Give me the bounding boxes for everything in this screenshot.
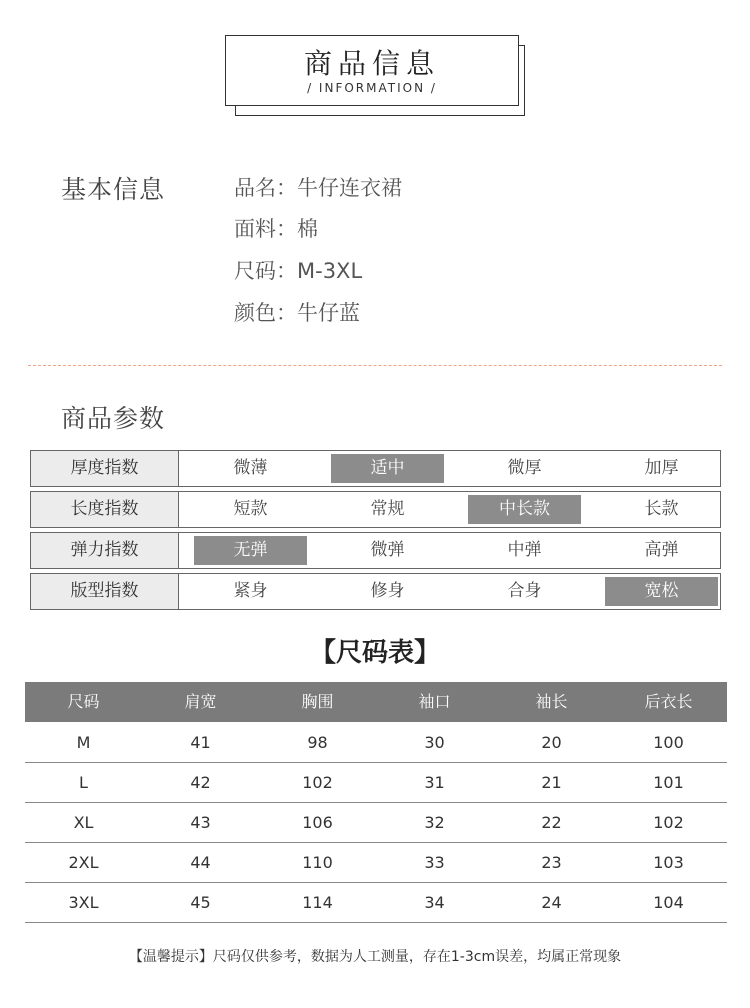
param-row-length [30, 491, 721, 528]
info-name: 品名：牛仔连衣裙 [234, 176, 402, 200]
info-size: 尺码：M-3XL [234, 259, 363, 283]
param-option-selected: 中长款 [468, 495, 581, 524]
param-row-elasticity [30, 532, 721, 569]
table-cell: 44 [190, 853, 211, 872]
table-cell: 41 [190, 733, 211, 752]
table-cell: 102 [653, 813, 684, 832]
param-option-selected: 宽松 [605, 577, 718, 606]
param-option: 常规 [370, 499, 405, 519]
table-cell: 30 [424, 733, 445, 752]
size-tip-note: 【温馨提示】尺码仅供参考，数据为人工测量，存在1-3cm误差，均属正常现象 [128, 949, 622, 965]
param-row-fit [30, 573, 721, 610]
table-cell: 110 [302, 853, 333, 872]
param-option: 长款 [644, 499, 679, 519]
column-header: 肩宽 [184, 692, 217, 711]
table-cell: 42 [190, 773, 211, 792]
table-row [25, 883, 727, 923]
param-option: 中弹 [507, 540, 542, 560]
table-cell: 114 [302, 893, 333, 912]
table-cell: 100 [653, 733, 684, 752]
table-cell: 106 [302, 813, 333, 832]
table-cell: 45 [190, 893, 211, 912]
table-cell: L [79, 773, 88, 792]
param-label: 弹力指数 [31, 533, 179, 568]
table-cell: 102 [302, 773, 333, 792]
param-label: 厚度指数 [31, 451, 179, 486]
param-option: 微薄 [233, 458, 268, 478]
size-table-title: 【尺码表】 [309, 638, 440, 668]
table-cell: 103 [653, 853, 684, 872]
param-label: 长度指数 [31, 492, 179, 527]
param-option: 修身 [370, 581, 405, 601]
size-table-header [25, 682, 727, 722]
param-option: 微厚 [507, 458, 542, 478]
table-cell: 20 [541, 733, 562, 752]
table-cell: 2XL [68, 853, 99, 872]
column-header: 袖口 [418, 692, 451, 711]
info-fabric: 面料：棉 [234, 217, 318, 241]
table-cell: 43 [190, 813, 211, 832]
table-cell: 104 [653, 893, 684, 912]
table-cell: M [76, 733, 91, 752]
param-option: 紧身 [233, 581, 268, 601]
page-subtitle: / INFORMATION / [307, 81, 437, 95]
table-cell: 32 [424, 813, 445, 832]
param-option: 短款 [233, 499, 268, 519]
table-cell: 22 [541, 813, 562, 832]
table-cell: 23 [541, 853, 562, 872]
column-header: 尺码 [67, 692, 100, 711]
section-divider [28, 365, 722, 366]
param-option-selected: 适中 [331, 454, 444, 483]
table-row [25, 803, 727, 843]
param-option: 高弹 [644, 540, 679, 560]
param-option: 加厚 [644, 458, 679, 478]
page-title: 商品信息 [303, 47, 440, 80]
column-header: 后衣长 [644, 692, 693, 711]
column-header: 袖长 [535, 692, 568, 711]
info-color: 颜色：牛仔蓝 [234, 301, 360, 325]
column-header: 胸围 [301, 692, 334, 711]
table-cell: 24 [541, 893, 562, 912]
table-cell: 33 [424, 853, 445, 872]
param-option: 微弹 [370, 540, 405, 560]
table-row [25, 723, 727, 763]
param-option: 合身 [507, 581, 542, 601]
param-label: 版型指数 [31, 574, 179, 609]
basic-info-title: 基本信息 [61, 175, 166, 204]
header-box [225, 35, 519, 106]
table-cell: 3XL [68, 893, 99, 912]
params-title: 商品参数 [61, 404, 166, 433]
table-cell: 34 [424, 893, 445, 912]
table-cell: 21 [541, 773, 562, 792]
table-row [25, 843, 727, 883]
param-option-selected: 无弹 [194, 536, 307, 565]
param-row-thickness [30, 450, 721, 487]
table-cell: 98 [307, 733, 328, 752]
table-row [25, 763, 727, 803]
table-cell: 101 [653, 773, 684, 792]
table-cell: 31 [424, 773, 445, 792]
table-cell: XL [73, 813, 94, 832]
